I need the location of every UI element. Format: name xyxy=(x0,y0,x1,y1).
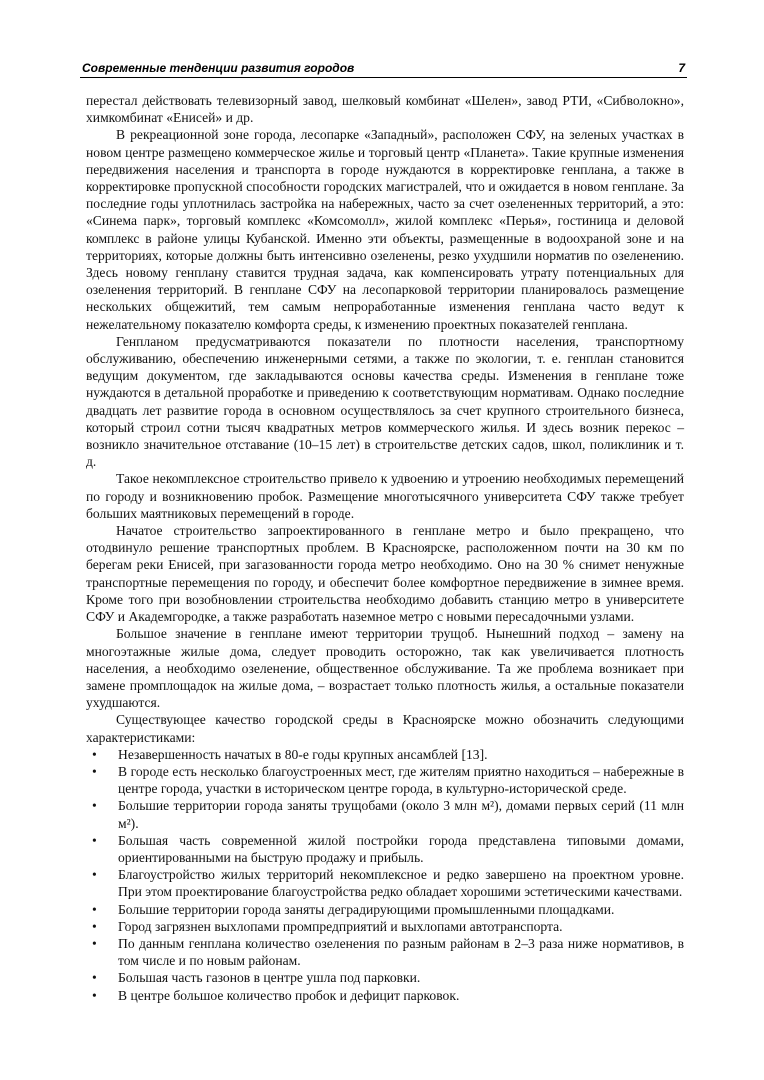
bullet-icon: • xyxy=(92,970,97,986)
bullet-icon: • xyxy=(92,867,97,883)
bullet-icon: • xyxy=(92,901,97,917)
bullet-icon: • xyxy=(92,763,97,779)
list-item-text: По данным генплана количество озеленения по разным районам в 2–3 раза ниже нормативов, в том числе и по новым районам. xyxy=(118,935,684,969)
bullet-icon: • xyxy=(92,832,97,848)
list-item-text: В центре большое количество пробок и дефицит парковок. xyxy=(118,987,460,1003)
list-item-text: Город загрязнен выхлопами промпредприятий и выхлопами автотранспорта. xyxy=(118,918,563,934)
paragraph: перестал действовать телевизорный завод, шелковый комбинат «Шелен», завод РТИ, «Сибволокно», химкомбинат «Енисей» и др. xyxy=(86,93,684,126)
list-item xyxy=(86,797,684,831)
paragraph: Большое значение в генплане имеют территории трущоб. Нынешний подход – замену на многоэтажные жилые дома, следует проводить осторожно, так как увеличивается плотность населения, а необходимо озеленение, общественное обслуживание. Та же проблема возникает при замене промплощадок на жилые дома, – возрастает только плотность жилья, а остальные показатели ухудшаются. xyxy=(86,626,684,711)
running-header xyxy=(80,60,687,78)
list-item xyxy=(86,935,684,969)
list-item xyxy=(86,918,684,935)
list-item xyxy=(86,969,684,986)
bullet-icon: • xyxy=(92,935,97,951)
paragraph: Такое некомплексное строительство привело к удвоению и утроению необходимых перемещений по городу и возникновению пробок. Размещение многотысячного университета СФУ также требует больших маятниковых перемещений в городе. xyxy=(86,471,684,521)
list-item xyxy=(86,832,684,866)
list-item-text: Благоустройство жилых территорий некомплексное и редко завершено на проектном уровне. При этом проектирование благоустройства редко обладает хорошими эстетическими качествами. xyxy=(118,867,684,900)
list-item xyxy=(86,987,684,1004)
list-item-text: Большие территории города заняты трущобами (около 3 млн м²), домами первых серий (11 млн м²). xyxy=(118,798,684,831)
bullet-icon: • xyxy=(92,798,97,814)
paragraph: Генпланом предусматриваются показатели по плотности населения, транспортному обслуживанию, обеспечению инженерными сетями, а также по экологии, т. е. генплан становится ведущим документом, где закладываются основы качества среды. Изменения в генплане тоже нуждаются в детальной проработке и приведению к соответствующим нормативам. Однако последние двадцать лет развитие города в основном осуществлялось за счет крупного строительного бизнеса, который строил сотни тысяч квадратных метров коммерческого жилья. И здесь возник перекос – возникло значительное отставание (10–15 лет) в строительстве детских садов, школ, поликлиник и т. д. xyxy=(86,333,684,470)
list-item-text: Незавершенность начатых в 80-е годы крупных ансамблей [13]. xyxy=(118,746,488,762)
list-item-text: Большая часть современной жилой постройки города представлена типовыми домами, ориентированными на быструю продажу и прибыль. xyxy=(118,832,684,865)
characteristics-list xyxy=(86,746,684,1004)
header-title: Современные тенденции развития городов xyxy=(82,61,355,75)
page-number: 7 xyxy=(678,61,685,75)
list-item xyxy=(86,763,684,797)
bullet-icon: • xyxy=(92,987,97,1003)
list-item-text: Большая часть газонов в центре ушла под парковки. xyxy=(118,970,421,986)
list-item xyxy=(86,866,684,900)
bullet-icon: • xyxy=(92,746,97,762)
paragraph: Начатое строительство запроектированного в генплане метро и было прекращено, что отодвинуло решение транспортных проблем. В Красноярске, расположенном почти на 30 км по берегам реки Енисей, при загазованности города метро необходимо. Оно на 30 % снимет ненужные транспортные перемещения по городу, и обеспечит более комфортное передвижение в зимнее время. Кроме того при возобновлении строительства необходимо добавить станцию метро в университете СФУ и Академгородке, а также разработать наземное метро с новыми пересадочными узлами. xyxy=(86,523,684,625)
list-item xyxy=(86,901,684,918)
paragraph: В рекреационной зоне города, лесопарке «Западный», расположен СФУ, на зеленых участках в новом центре размещено коммерческое жилье и торговый центр «Планета». Такие крупные изменения передвижения населения и транспорта в городе нуждаются в корректировке генплана, а также в корректировке пропускной способности городских магистралей, что и ожидается в новом генплане. За последние годы уплотнилась застройка на набережных, часто за счет озелененных территорий, а это: «Синема парк», торговый комплекс «Комсомолл», жилой комплекс «Перья», гостиница и деловой комплекс в районе улицы Кубанской. Именно эти объекты, размещенные в водоохраной зоне и на территориях, которые должны быть интенсивно озеленены, резко ухудшили норматив по озеленению. Здесь новому генплану ставится трудная задача, как компенсировать утрату потенциальных для озеленения территорий. В генплане СФУ на лесопарковой территории планировалось размещение нескольких общежитий, тем самым непроработанные изменения генплана часто ведут к нежелательному показателю комфорта среды, к изменению проектных показателей генплана. xyxy=(86,127,684,332)
list-item xyxy=(86,746,684,763)
list-item-text: Большие территории города заняты деградирующими промышленными площадками. xyxy=(118,901,615,917)
body-text xyxy=(86,92,684,1004)
bullet-icon: • xyxy=(92,918,97,934)
list-item-text: В городе есть несколько благоустроенных мест, где жителям приятно находиться – набережные в центре города, участки в историческом центре города, в культурно-исторической среде. xyxy=(118,763,684,797)
paragraph: Существующее качество городской среды в Красноярске можно обозначить следующими характеристиками: xyxy=(86,712,684,745)
